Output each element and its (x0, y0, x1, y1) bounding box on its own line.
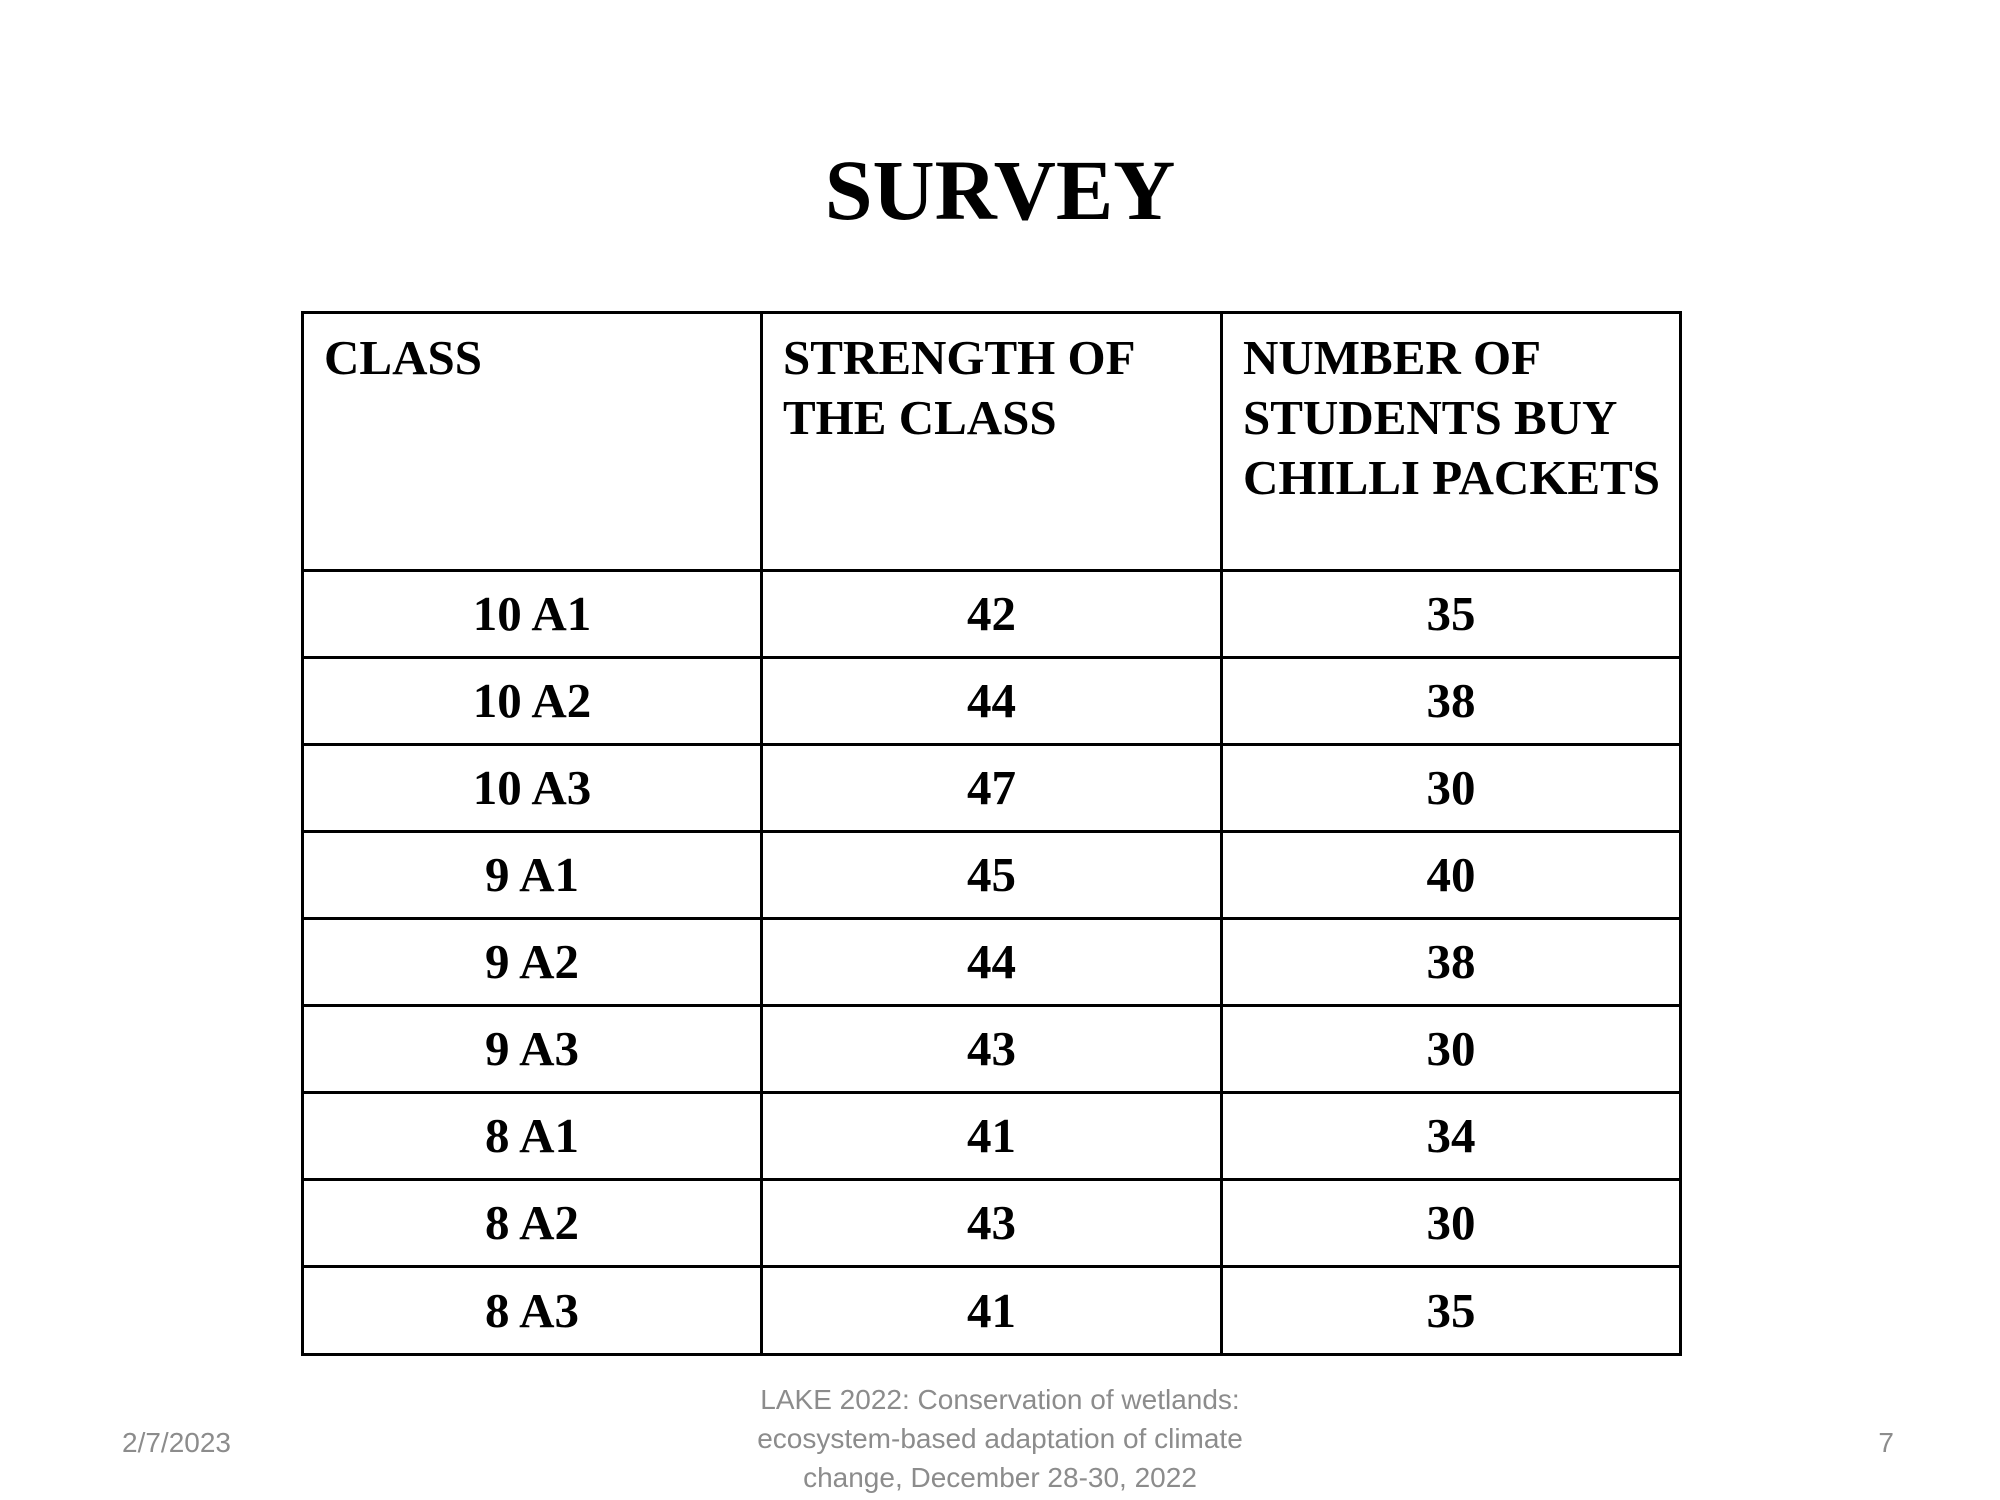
cell-buyers: 40 (1222, 832, 1681, 919)
cell-class: 8 A2 (303, 1180, 762, 1267)
cell-class: 9 A3 (303, 1006, 762, 1093)
cell-class: 10 A1 (303, 571, 762, 658)
table-row (303, 832, 1681, 919)
cell-buyers: 35 (1222, 571, 1681, 658)
table-row (303, 1093, 1681, 1180)
footer-line: LAKE 2022: Conservation of wetlands: (760, 1384, 1240, 1415)
cell-class: 8 A1 (303, 1093, 762, 1180)
table-row (303, 745, 1681, 832)
footer-line: ecosystem-based adaptation of climate (757, 1423, 1243, 1454)
cell-buyers: 38 (1222, 658, 1681, 745)
cell-strength: 44 (762, 919, 1222, 1006)
cell-strength: 45 (762, 832, 1222, 919)
slide-title: SURVEY (824, 142, 1176, 238)
table-row (303, 919, 1681, 1006)
cell-buyers: 38 (1222, 919, 1681, 1006)
cell-class: 9 A2 (303, 919, 762, 1006)
cell-strength: 43 (762, 1180, 1222, 1267)
table-row (303, 658, 1681, 745)
cell-strength: 41 (762, 1093, 1222, 1180)
slide-number: 7 (1878, 1427, 1894, 1458)
table-row (303, 1180, 1681, 1267)
table-header-row (303, 313, 1681, 571)
footer-date: 2/7/2023 (122, 1427, 231, 1458)
table-row (303, 571, 1681, 658)
header-strength: STRENGTH OF THE CLASS (762, 313, 1222, 571)
cell-buyers: 30 (1222, 1006, 1681, 1093)
cell-strength: 43 (762, 1006, 1222, 1093)
survey-table (301, 311, 1682, 1356)
cell-class: 8 A3 (303, 1267, 762, 1355)
cell-strength: 42 (762, 571, 1222, 658)
header-chilli-buyers: NUMBER OF STUDENTS BUY CHILLI PACKETS (1222, 313, 1681, 571)
cell-strength: 44 (762, 658, 1222, 745)
table-row (303, 1006, 1681, 1093)
cell-class: 10 A3 (303, 745, 762, 832)
cell-buyers: 34 (1222, 1093, 1681, 1180)
footer-conference-text (700, 1380, 1300, 1497)
cell-class: 10 A2 (303, 658, 762, 745)
footer-line: change, December 28-30, 2022 (803, 1462, 1197, 1493)
cell-buyers: 30 (1222, 745, 1681, 832)
cell-strength: 41 (762, 1267, 1222, 1355)
cell-buyers: 35 (1222, 1267, 1681, 1355)
cell-strength: 47 (762, 745, 1222, 832)
table-row (303, 1267, 1681, 1355)
cell-buyers: 30 (1222, 1180, 1681, 1267)
header-class: CLASS (303, 313, 762, 571)
cell-class: 9 A1 (303, 832, 762, 919)
